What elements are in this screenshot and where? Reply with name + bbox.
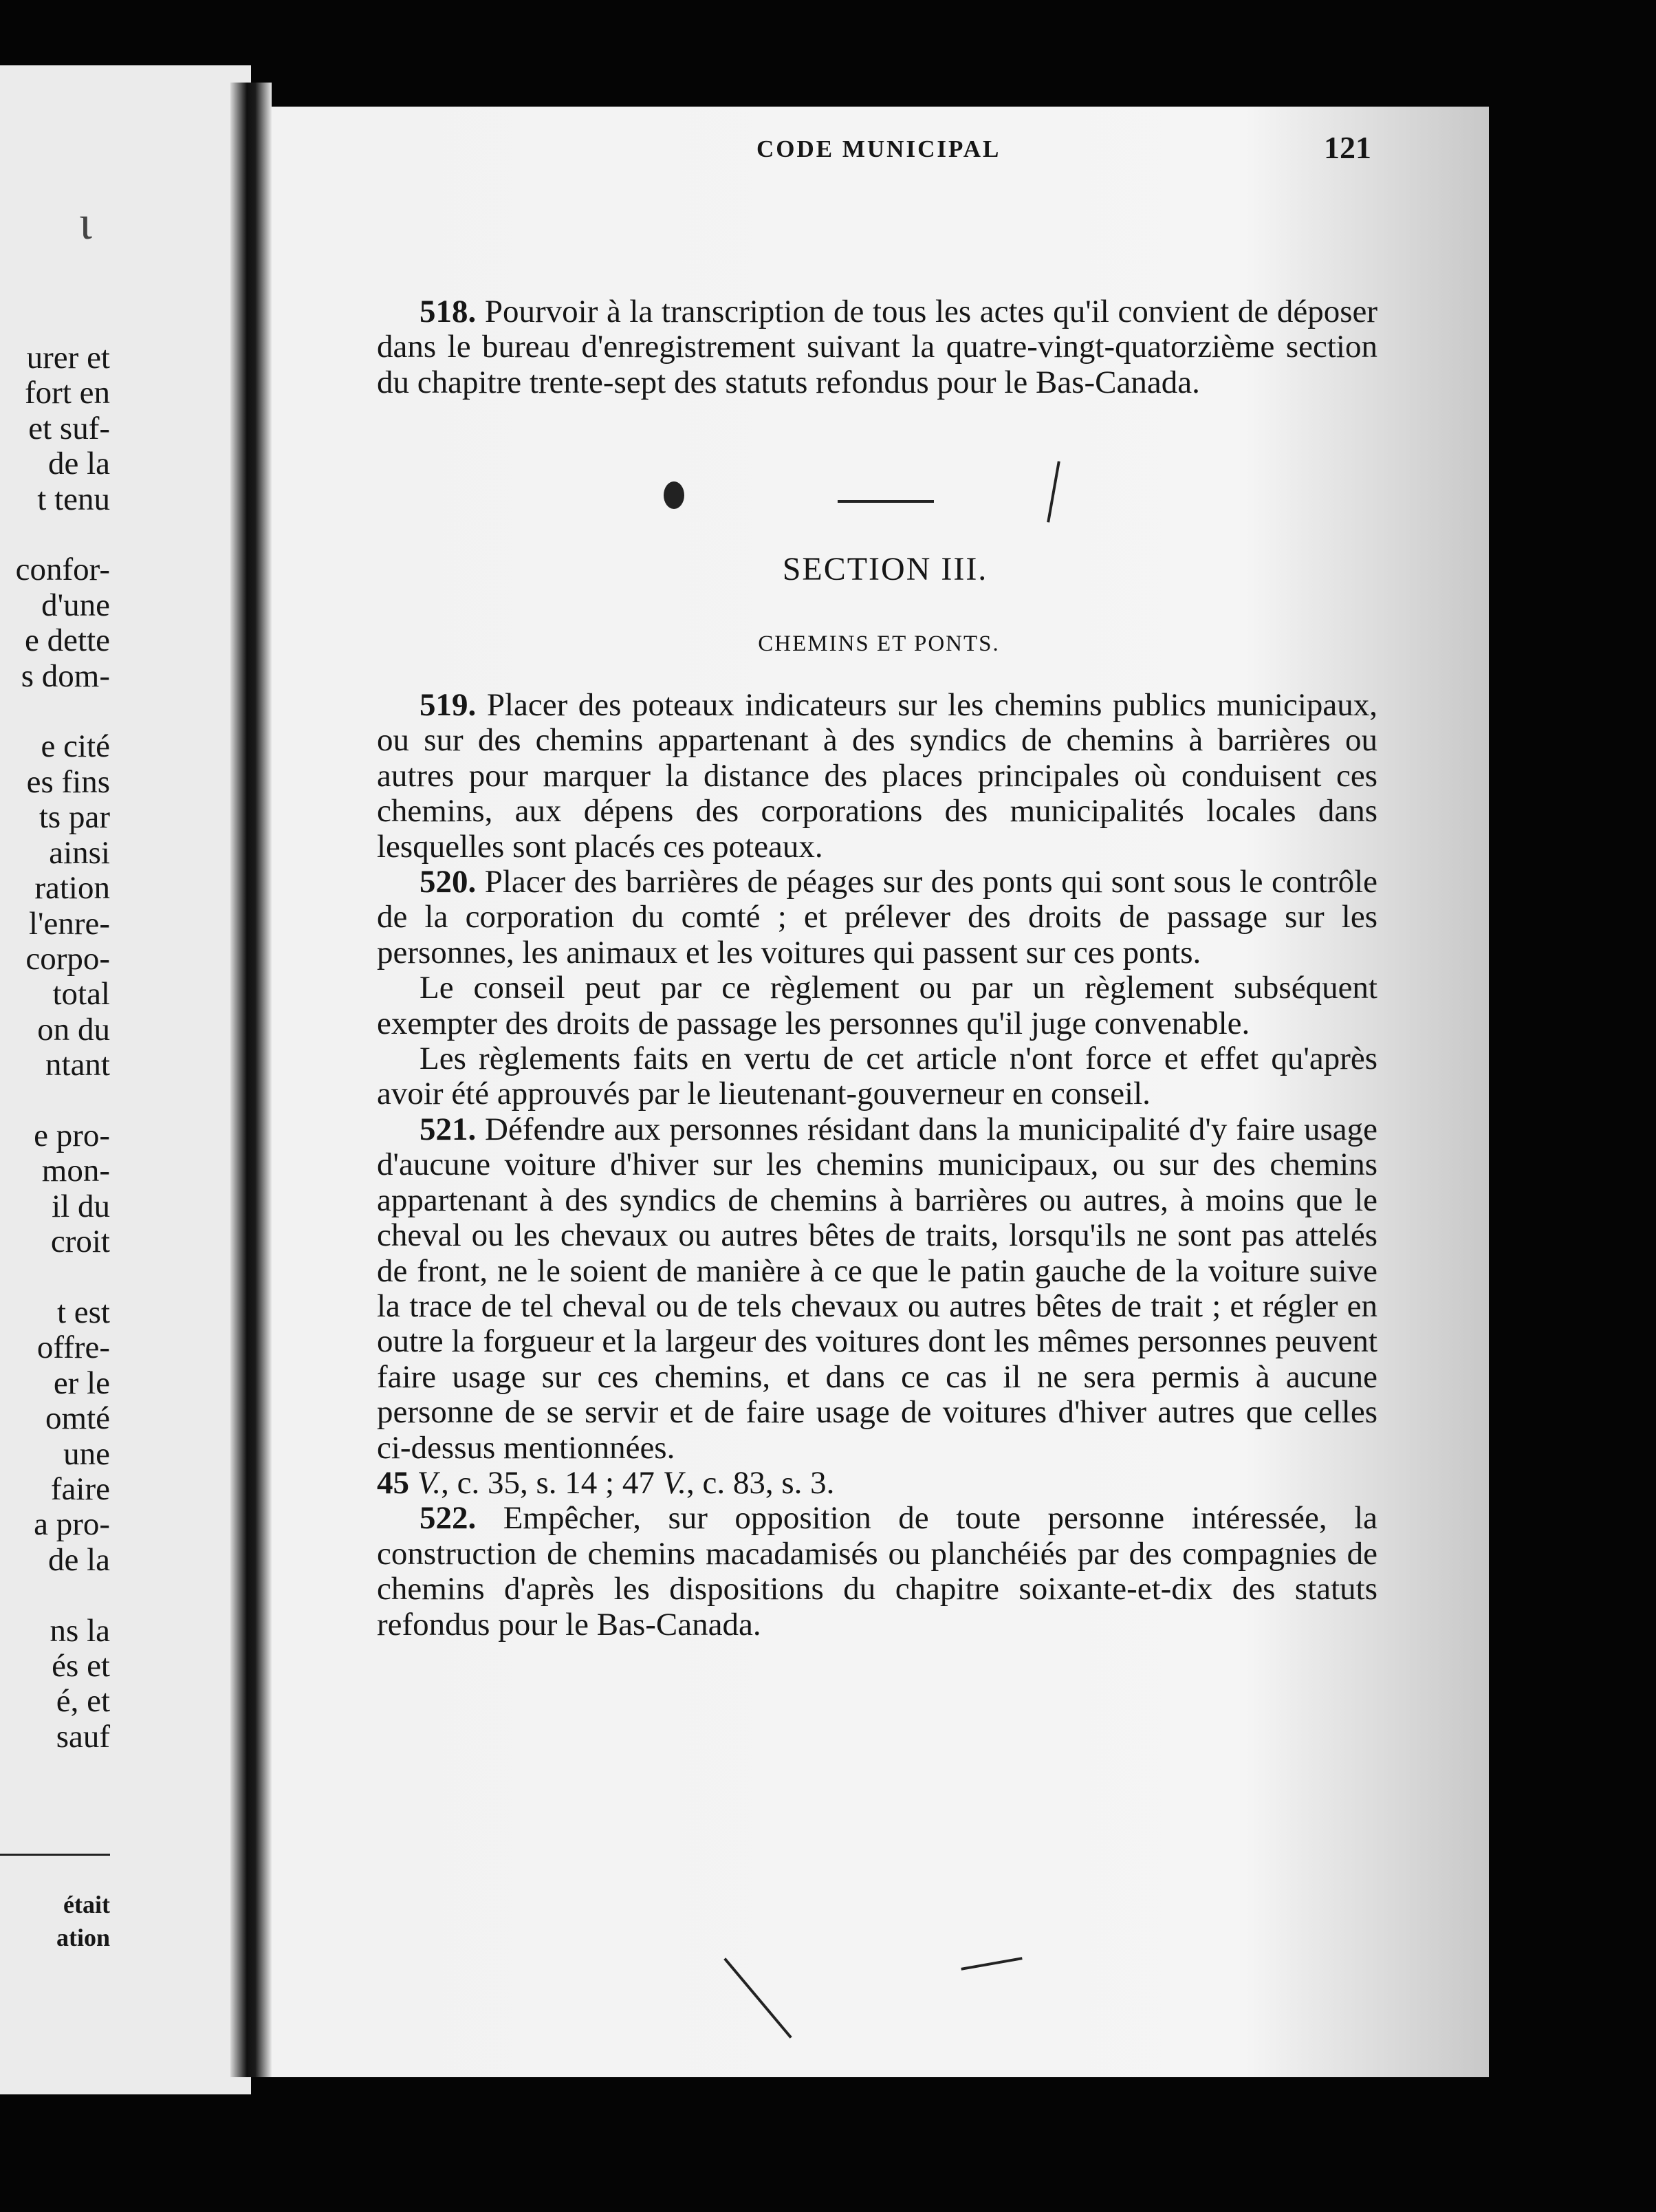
article-text: Pourvoir à la transcription de tous les actes qu'il convient de déposer dans le bureau d'enregistrement suivant la quatre-vingt-quatorzième section du chapitre trente-sept des statuts refondus pour le Bas-Canada. (377, 294, 1377, 400)
book-gutter (230, 83, 272, 2077)
article-520-paragraph-2: Le conseil peut par ce règlement ou par un règlement subséquent exempter des droits de passage les personnes qu'il juge convenable. (377, 970, 1377, 1041)
article-521 (377, 1112, 1377, 1501)
citation: 45 V., c. 35, s. 14 ; 47 V., c. 83, s. 3. (377, 1464, 835, 1501)
article-text: Défendre aux personnes résidant dans la municipalité d'y faire usage d'aucune voiture d'hiver sur les chemins municipaux, ou sur des chemins appartenant à des syndics de chemins à barrières ou autres, à moins que le cheval ou les chevaux ou autres bêtes de traits, lorsqu'ils ne sont pas attelés de front, ne le soient de manière à ce que le patin gauche de la voiture suive la trace de tel cheval ou de tels chevaux ou autres bêtes de trait ; et régler en outre la forgueur et la largeur des voitures dont les mêmes personnes peuvent faire usage sur ces chemins, et dans ce cas il ne sera permis à aucune personne de se servir et de faire usage de voitures d'hiver autres que celles ci-dessus mentionnées. (377, 1111, 1377, 1466)
article-number: 521. (420, 1111, 477, 1147)
section-divider (838, 500, 934, 503)
articles-519-522 (377, 688, 1377, 1642)
ink-blot (664, 481, 684, 509)
pencil-mark: ι (79, 197, 92, 250)
article-text: Placer des poteaux indicateurs sur les chemins publics municipaux, ou sur des chemins appartenant à des syndics de chemins à barrières ou autres pour marquer la distance des places principales où conduisent ces chemins, aux dépens des corporations des municipalités locales dans lesquelles sont placés ces poteaux. (377, 687, 1377, 865)
section-subtitle: CHEMINS ET PONTS. (758, 631, 1000, 656)
article-519 (377, 688, 1377, 865)
article-number: 519. (420, 687, 477, 723)
left-page-text: urer et fort en et suf- de la t tenu confor- d'une e dette s dom- e cité es fins ts par ainsi ration l'enre- corpo- total on du ntant e pro- mon- il du croit t est offre- er le omté une faire a pro- de la ns la és et é, et sauf (15, 340, 110, 1755)
article-text: Placer des barrières de péages sur des ponts qui sont sous le contrôle de la corporation du comté ; et prélever des droits de passage sur les personnes, les animaux et les voitures qui passent sur ces ponts. (377, 864, 1377, 971)
left-page-notes: était ation (56, 1891, 110, 1951)
article-number: 522. (420, 1500, 477, 1537)
left-page-fragment (0, 65, 251, 2094)
left-footnote-rule (0, 1854, 110, 1856)
running-title: CODE MUNICIPAL (756, 135, 1001, 162)
article-520-paragraph-3: Les règlements faits en vertu de cet article n'ont force et effet qu'après avoir été approuvés par le lieutenant-gouverneur en conseil. (377, 1041, 1377, 1112)
section-title: SECTION III. (782, 551, 988, 587)
article-520 (377, 865, 1377, 971)
article-text: Empêcher, sur opposition de toute personne intéressée, la construction de chemins macadamisés ou planchéiés par des compagnies de chemins d'après les dispositions du chapitre soixante-et-dix des statuts refondus pour le Bas-Canada. (377, 1500, 1377, 1642)
article-number: 518. (420, 294, 477, 329)
page-number: 121 (1324, 130, 1371, 165)
article-522 (377, 1501, 1377, 1642)
article-number: 520. (420, 864, 477, 900)
article-518 (377, 294, 1377, 400)
